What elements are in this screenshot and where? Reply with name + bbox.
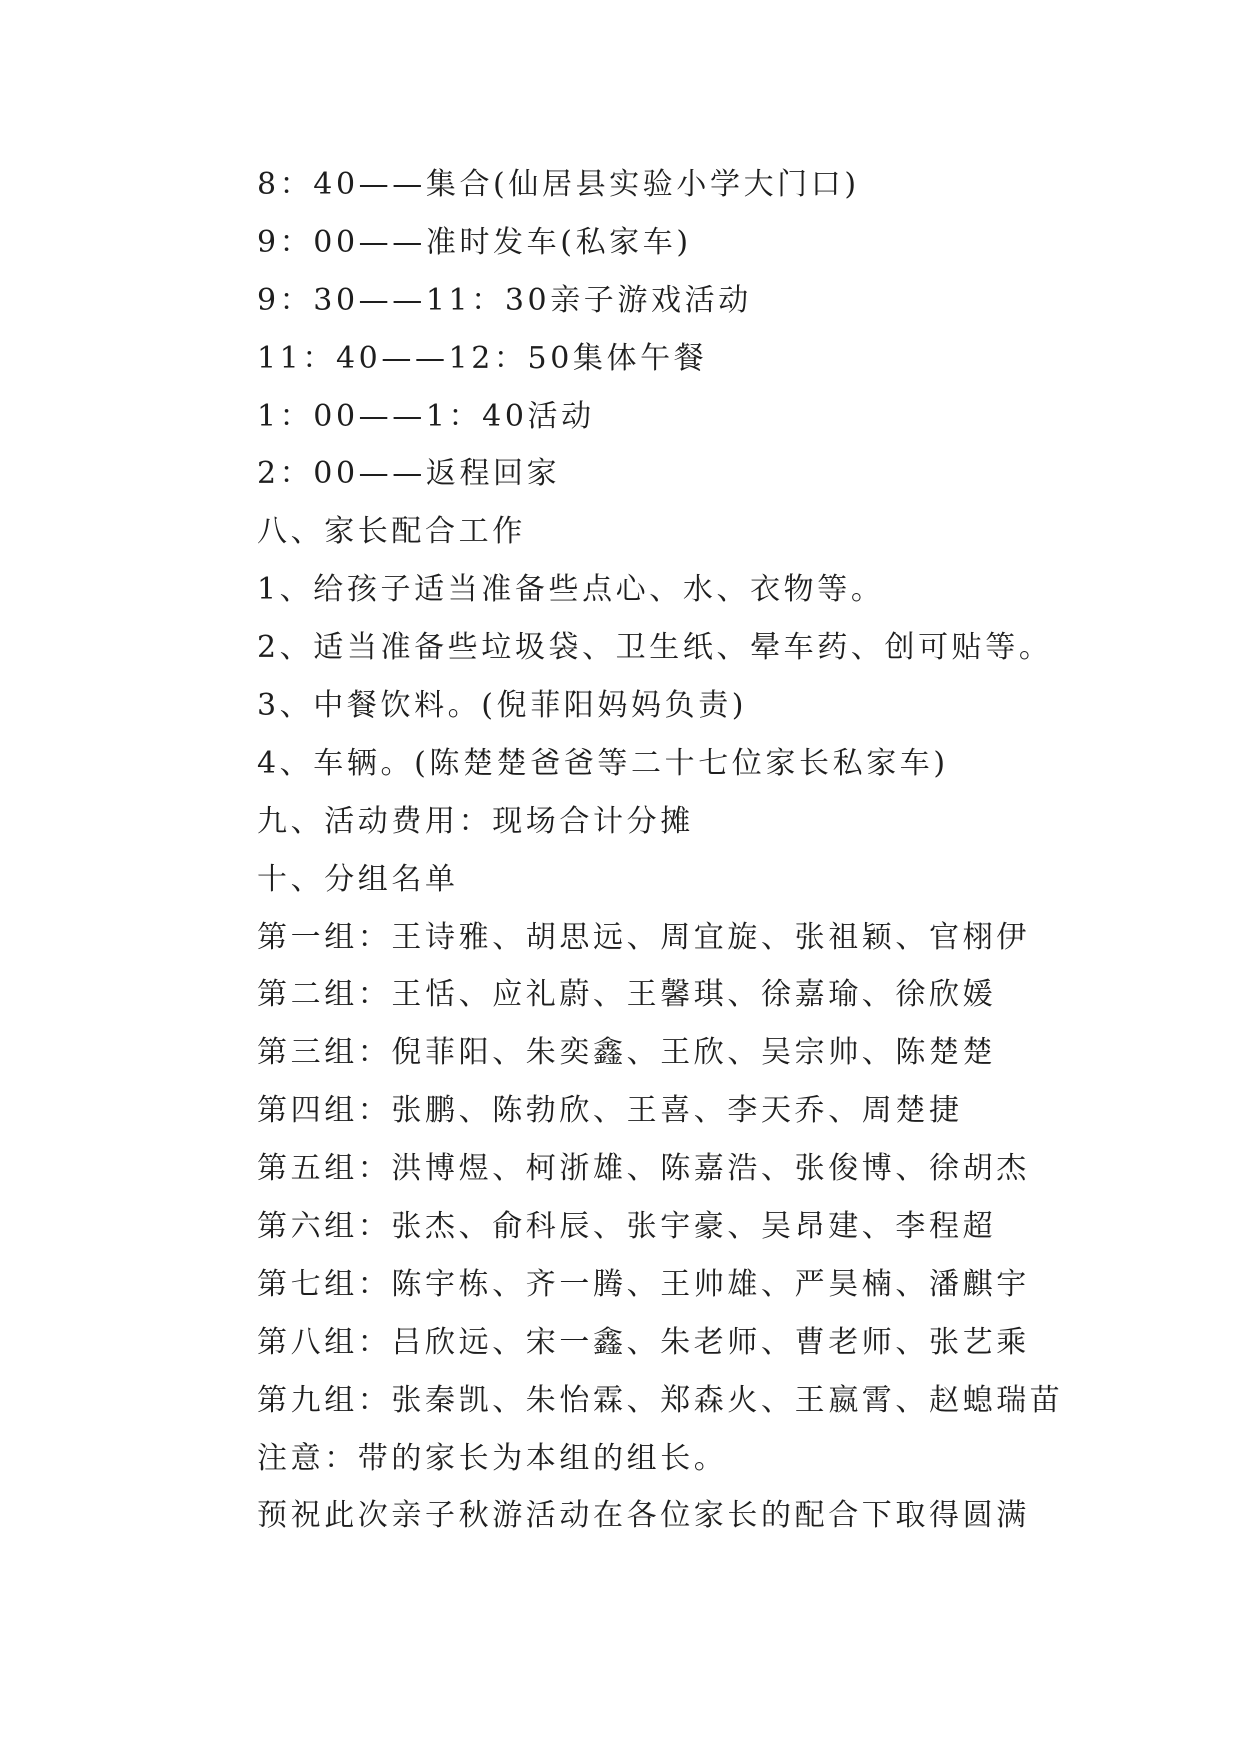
schedule-line: 1：00——1：40活动 <box>257 398 595 434</box>
group-line: 第九组：张秦凯、朱怡霖、郑森火、王嬴霄、赵螅瑞苗 <box>257 1382 1064 1418</box>
group-line: 第二组：王恬、应礼蔚、王馨琪、徐嘉瑜、徐欣媛 <box>257 977 997 1013</box>
closing-line: 预祝此次亲子秋游活动在各位家长的配合下取得圆满 <box>257 1498 1030 1534</box>
group-line: 第三组：倪菲阳、朱奕鑫、王欣、吴宗帅、陈楚楚 <box>257 1035 997 1071</box>
group-line: 第一组：王诗雅、胡思远、周宜旋、张祖颖、官栩伊 <box>257 919 1030 955</box>
list-item: 1、给孩子适当准备些点心、水、衣物等。 <box>257 572 885 608</box>
list-item: 2、适当准备些垃圾袋、卫生纸、晕车药、创可贴等。 <box>257 630 1053 666</box>
list-item: 4、车辆。(陈楚楚爸爸等二十七位家长私家车) <box>257 745 949 781</box>
list-item: 3、中餐饮料。(倪菲阳妈妈负责) <box>257 688 748 724</box>
schedule-line: 2：00——返程回家 <box>257 456 561 492</box>
group-line: 第四组：张鹏、陈勃欣、王喜、李天乔、周楚捷 <box>257 1093 963 1129</box>
group-line: 第七组：陈宇栋、齐一腾、王帅雄、严昊楠、潘麒宇 <box>257 1266 1030 1302</box>
note-line: 注意：带的家长为本组的组长。 <box>257 1440 728 1476</box>
schedule-line: 9：00——准时发车(私家车) <box>257 224 692 260</box>
section-heading: 十、分组名单 <box>257 861 459 897</box>
group-line: 第八组：吕欣远、宋一鑫、朱老师、曹老师、张艺乘 <box>257 1324 1030 1360</box>
document-body <box>257 156 1117 1545</box>
schedule-line: 11：40——12：50集体午餐 <box>257 340 708 376</box>
section-heading: 九、活动费用：现场合计分摊 <box>257 803 694 839</box>
schedule-line: 8：40——集合(仙居县实验小学大门口) <box>257 167 860 202</box>
group-line: 第六组：张杰、俞科辰、张宇豪、吴昂建、李程超 <box>257 1209 997 1245</box>
schedule-line: 9：30——11：30亲子游戏活动 <box>257 282 752 318</box>
section-heading: 八、家长配合工作 <box>257 514 526 550</box>
group-line: 第五组：洪博煜、柯浙雄、陈嘉浩、张俊博、徐胡杰 <box>257 1151 1030 1187</box>
